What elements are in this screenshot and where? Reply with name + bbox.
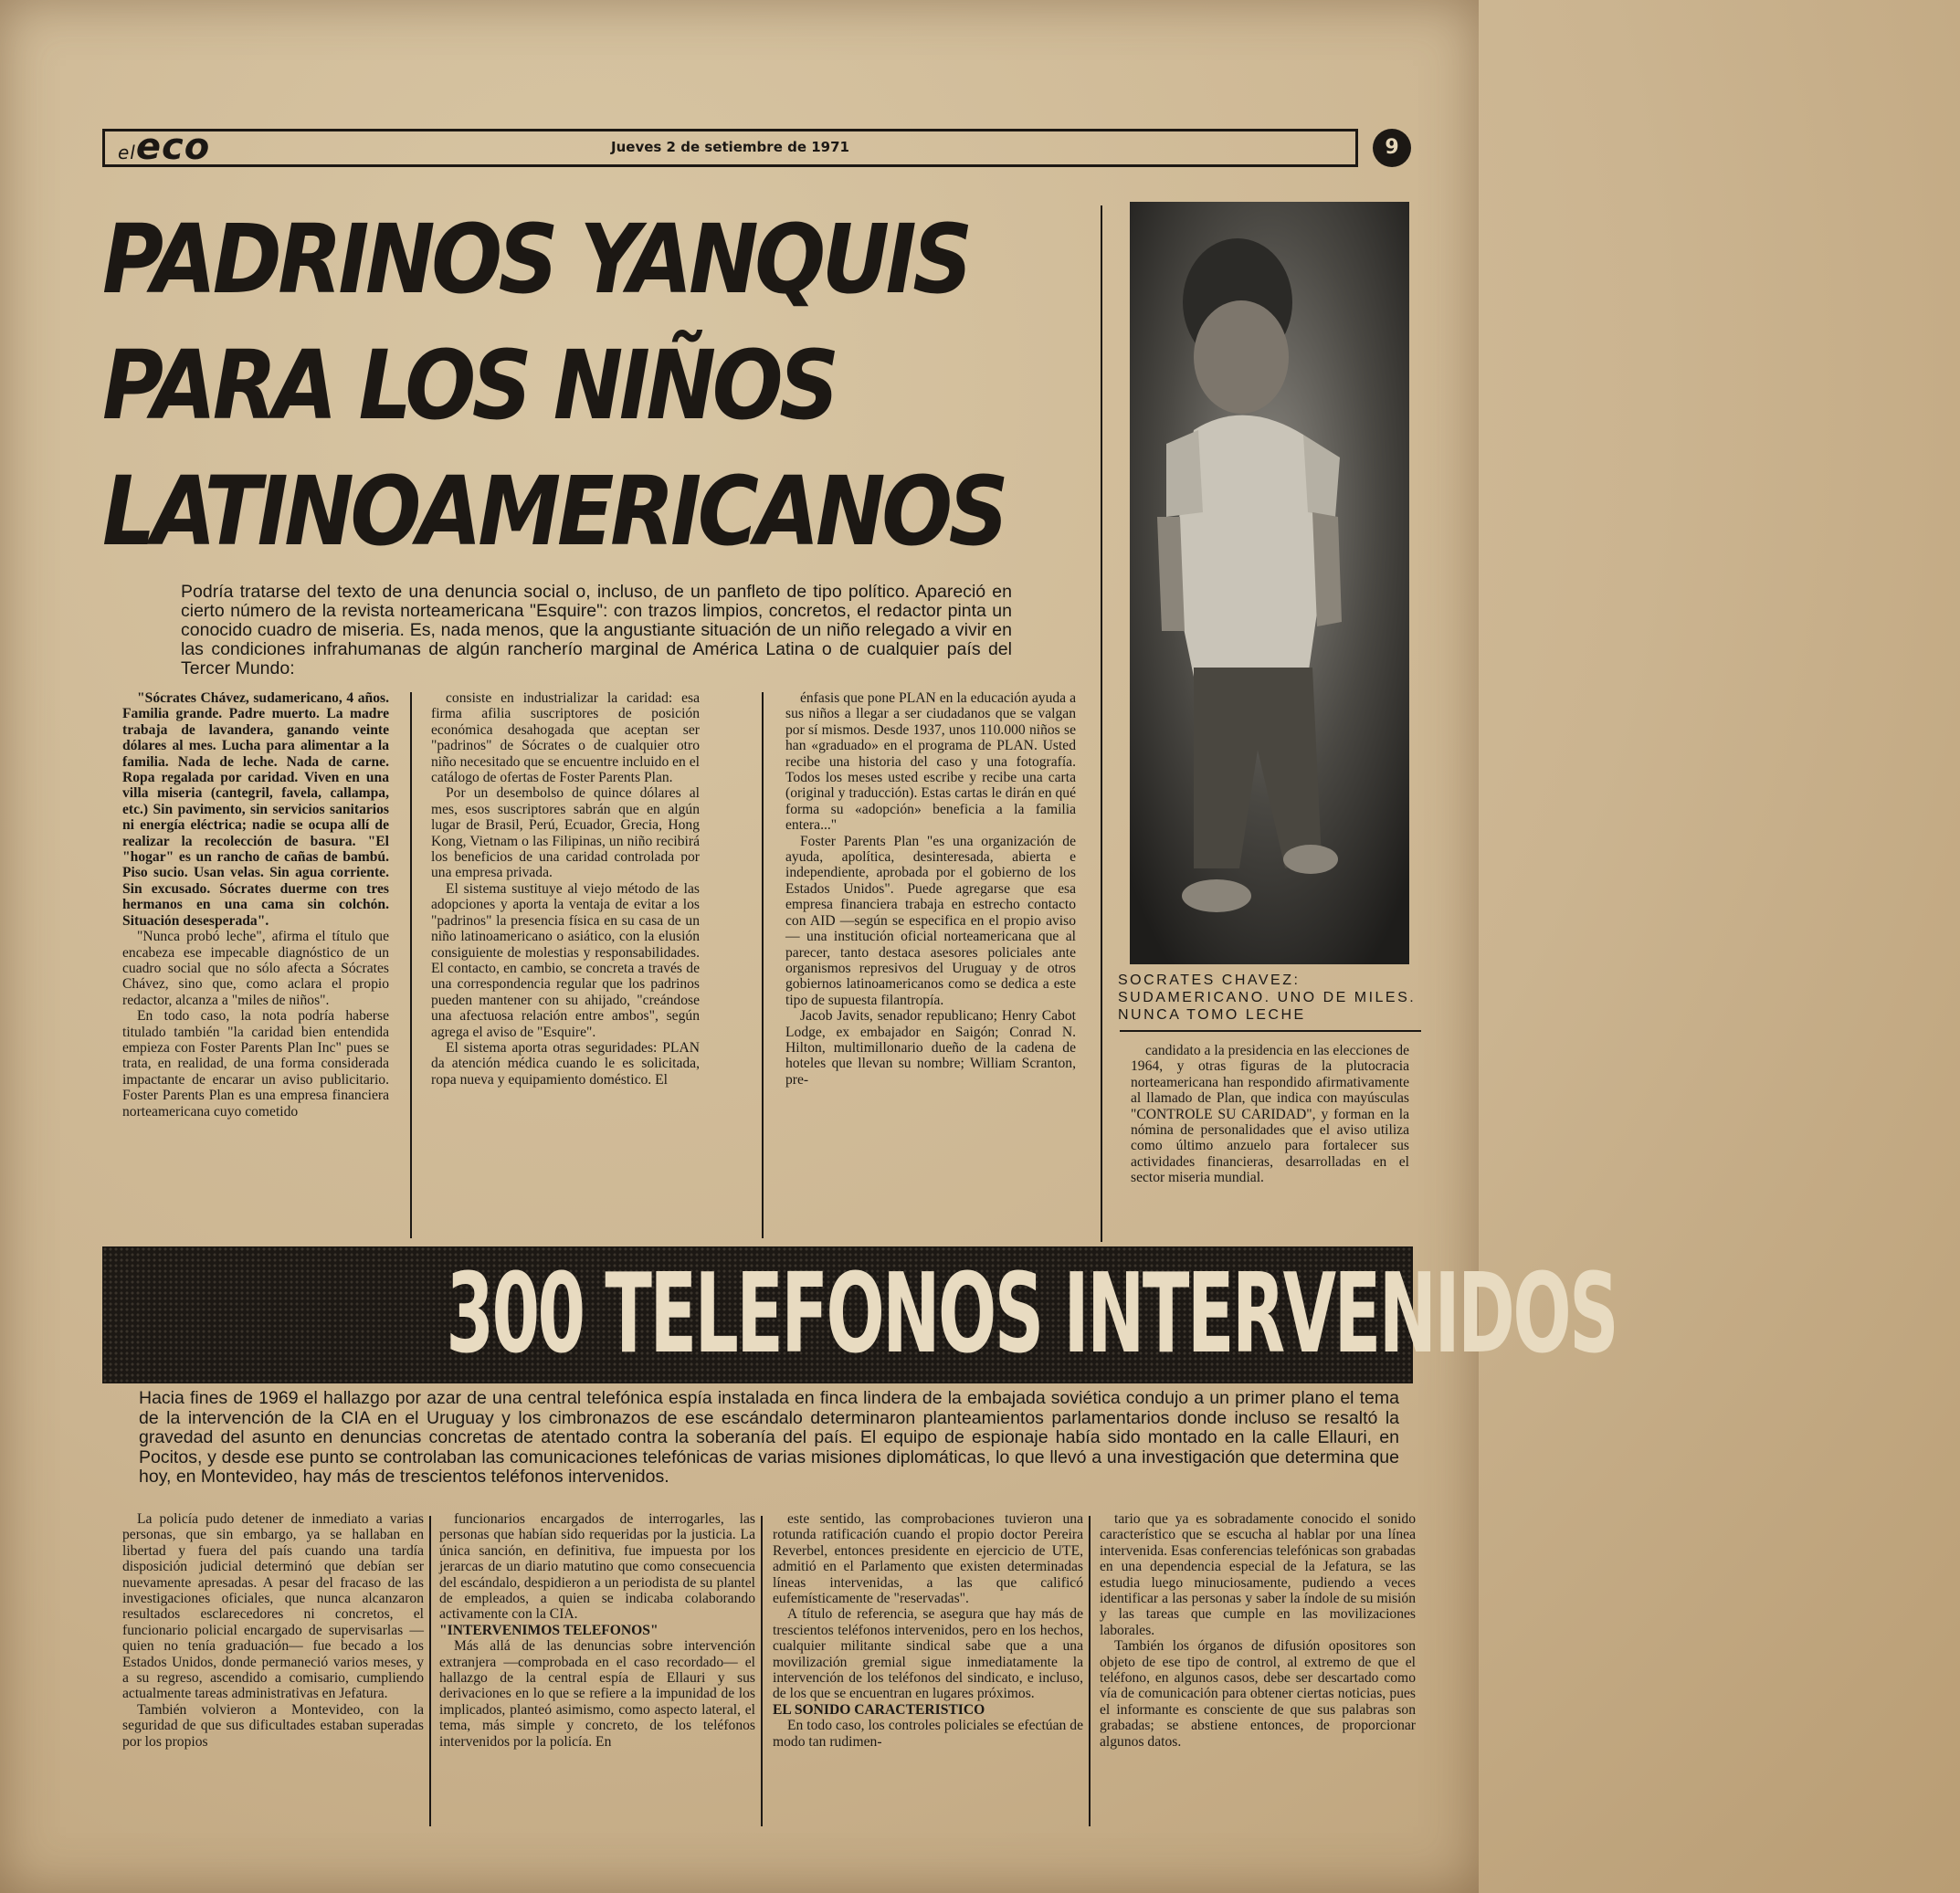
paragraph: En todo caso, los controles policiales se efectúan de modo tan rudimen- xyxy=(773,1718,1083,1750)
article2-column-2 xyxy=(439,1511,755,1750)
dateline: Jueves 2 de setiembre de 1971 xyxy=(611,139,849,155)
article1-column-2 xyxy=(431,690,700,1088)
paragraph: En todo caso, la nota podría haberse titulado también "la caridad bien entendida empieza con Foster Parents Plan Inc" pues se trata, en realidad, de una forma considerada impactante de encarar un aviso publicitario. Foster Parents Plan es una empresa financiera norteamericana cuyo cometido xyxy=(122,1008,389,1120)
paragraph: También volvieron a Montevideo, con la seguridad de que sus dificultades estaban superadas por los propios xyxy=(122,1701,424,1750)
paragraph: consiste en industrializar la caridad: esa firma afilia suscriptores de posición económica desahogada que aceptan ser "padrinos" de Sócrates o de cualquier otro niño necesitado que se encuentre incluido en el catálogo de ofertas de Foster Parents Plan. xyxy=(431,690,701,786)
column-rule xyxy=(429,1516,431,1826)
column-rule xyxy=(1089,1516,1091,1826)
article1-column-4 xyxy=(1131,1043,1409,1186)
article2-column-4 xyxy=(1100,1511,1416,1750)
article2-column-1 xyxy=(122,1511,424,1750)
paragraph: énfasis que pone PLAN en la educación ayuda a sus niños a llegar a ser ciudadanos que se valgan por sí mismos. Desde 1937, unos 110.000 niños se han «graduado» en el programa de PLAN. Usted recibe una historia del caso y una fotografía. Todos los meses usted escribe y recibe una carta (original y traducción). Estas cartas le dirán en qué forma su «adopción» beneficia a la familia entera..." xyxy=(785,690,1076,834)
paragraph: funcionarios encargados de interrogarles, las personas que habían sido requeridas por la justicia. La única sanción, en definitiva, fue impuesta por los jerarcas de un diario matutino que como consecuencia del escándalo, despidieron a un periodista de su plantel de empleados, a quien se indicaba colaborando activamente con la CIA. xyxy=(439,1511,755,1623)
paragraph: El sistema aporta otras seguridades: PLAN da atención médica cuando le es solicitada, ropa nueva y equipamiento doméstico. El xyxy=(431,1039,700,1088)
headline-line: PARA LOS NIÑOS xyxy=(102,330,836,441)
subheading: "INTERVENIMOS TELEFONOS" xyxy=(439,1622,659,1638)
paragraph: A título de referencia, se asegura que hay más de trescientos teléfonos intervenidos, pero en los hechos, cualquier militante sindical sabe que a una movilización gremial sigue inmediatamente la intervención de los teléfonos del sindicato, e incluso, de los que se encuentran en lugares próximos. xyxy=(773,1606,1083,1702)
column-rule xyxy=(410,692,412,1238)
paragraph: Más allá de las denuncias sobre intervención extranjera —comprobada en el caso recordado— el hallazgo de la central espía de Ellauri y sus derivaciones en lo que se refiere a la impunidad de los implicados, planteó asimismo, como aspecto lateral, el tema, más simple y concreto, de los teléfonos intervenidos por la policía. En xyxy=(439,1638,755,1750)
column-rule xyxy=(762,692,764,1238)
column-rule xyxy=(1101,205,1102,1242)
photo-caption: SOCRATES CHAVEZ: SUDAMERICANO. UNO DE MILES. NUNCA TOMO LECHE xyxy=(1118,973,1417,1023)
article1-lead: Podría tratarse del texto de una denuncia social o, incluso, de un panfleto de tipo político. Apareció en cierto número de la revista norteamericana "Esquire": con trazos limpios, concretos, el redactor pinta un conocido cuadro de miseria. Es, nada menos, que la angustiante situación de un niño relegado a vivir en las condiciones infrahumanas de algún rancherío marginal de América Latina o de cualquier país del Tercer Mundo: xyxy=(181,582,1012,678)
article2-lead: Hacia fines de 1969 el hallazgo por azar de una central telefónica espía instalada en finca lindera de la embajada soviética condujo a un primer plano el tema de la intervención de la CIA en el Uruguay y los cimbronazos de ese escándalo determinaron planteamientos parlamentarios donde incluso se resaltó la gravedad del asunto en denuncias concretas de atentado contra la soberanía del país. El equipo de espionaje había sido montado en la calle Ellauri, en Pocitos, y desde ese punto se controlaban las comunicaciones telefónicas de varias misiones diplomáticas, lo que llevó a una investigación que determina que hoy, en Montevideo, hay más de trescientos teléfonos intervenidos. xyxy=(139,1388,1399,1487)
article1-column-1 xyxy=(122,690,389,1120)
paragraph: El sistema sustituye al viejo método de las adopciones y aporta la ventaja de evitar a los "padrinos" la presencia física en su casa de un niño latinoamericano o asiático, con la elusión consiguiente de molestias y responsabilidades. El contacto, en cambio, se concreta a través de una correspondencia regular que los padrinos pueden mantener con su ahijado, "creándose una afectuosa relación entre ambos", según agrega el aviso de "Esquire". xyxy=(431,880,700,1040)
paragraph: Jacob Javits, senador republicano; Henry Cabot Lodge, ex embajador en Saigón; Conrad N. Hilton, multimillonario dueño de la cadena de hoteles que llevan su nombre; William Scranton, pre- xyxy=(785,1008,1076,1088)
headline-line: LATINOAMERICANOS xyxy=(102,456,1006,567)
article1-column-3 xyxy=(785,690,1076,1088)
masthead xyxy=(102,126,1358,168)
article1-headline xyxy=(102,196,1006,574)
paragraph: La policía pudo detener de inmediato a varias personas, que sin embargo, ya se hallaban en libertad y fuera del país cuando una tardía disposición judicial determinó que debían ser nuevamente apresadas. A pesar del fracaso de las investigaciones oficiales, que nunca alcanzaron resultados esclarecedores ni concretos, el funcionario policial encargado de supervisarlas —quien no tenía graduación— fue becado a los Estados Unidos, donde permaneció varios meses, y a su regreso, ascendido a comisario, cumpliendo actualmente tareas administrativas en Jefatura. xyxy=(122,1511,424,1702)
paragraph: este sentido, las comprobaciones tuvieron una rotunda ratificación cuando el propio doctor Pereira Reverbel, entonces presidente en ejercicio de UTE, admitió en el Parlamento que existen determinadas líneas intervenidas, a las que calificó eufemísticamente de "reservadas". xyxy=(773,1511,1083,1607)
page-number: 9 xyxy=(1373,129,1411,167)
paragraph: tario que ya es sobradamente conocido el sonido característico que se escucha al hablar por una línea intervenida. Esas conferencias telefónicas son grabadas en una dependencia especial de la Jefatura, se las estudia luego minuciosamente, pudiendo a veces identificar a las personas y saber la índole de su misión y las tareas que cumple en las movilizaciones laborales. xyxy=(1100,1511,1416,1638)
headline-line: PADRINOS YANQUIS xyxy=(102,204,969,315)
article2-headline-banner xyxy=(102,1246,1618,1383)
paragraph: Por un desembolso de quince dólares al mes, esos suscriptores sabrán que en algún lugar de Brasil, Perú, Ecuador, Grecia, Hong Kong, Vietnam o las Filipinas, un niño recibirá los beneficios de una caridad controlada por una empresa privada. xyxy=(431,785,700,881)
newspaper-logo: eleco xyxy=(118,126,211,168)
paragraph: "Sócrates Chávez, sudamericano, 4 años. Familia grande. Padre muerto. La madre trabaja de lavandera, ganando veinte dólares al mes. Lucha para alimentar a la familia. Nada de leche. Nada de carne. Ropa regalada por caridad. Viven en una villa miseria (cantegril, favela, callampa, etc.) Sin pavimento, sin servicios sanitarios ni energía eléctrica; nadie se ocupa allí de realizar la recolección de basura. "El "hogar" es un rancho de cañas de bambú. Piso sucio. Usan velas. Sin agua corriente. Sin excusado. Sócrates duerme con tres hermanos en una cama sin colchón. Situación desesperada". xyxy=(122,690,389,929)
paragraph: "Nunca probó leche", afirma el título que encabeza ese impecable diagnóstico de un cuadro social que no sólo afecta a Sócrates Chávez, sino que, como aclara el propio redactor, alcanza a "miles de niños". xyxy=(122,929,389,1008)
paragraph: También los órganos de difusión opositores son objeto de ese tipo de control, al extremo de que el teléfono, en algunos casos, debe ser descartado como vía de comunicación para obtener ciertas noticias, pues el informante es consciente de que sus palabras son grabadas; se abstiene entonces, de proporcionar algunos datos. xyxy=(1100,1638,1416,1750)
child-photo xyxy=(1130,202,1409,964)
paragraph: candidato a la presidencia en las elecciones de 1964, y otras figuras de la plutocracia norteamericana han respondido afirmativamente al llamado de Plan, que indica con mayúsculas "CONTROLE SU CARIDAD", y forman en la nómina de personalidades que el aviso utiliza como último anzuelo para fortalecer sus actividades financieras, desarrolladas en el sector miseria mundial. xyxy=(1131,1043,1409,1186)
child-figure-image xyxy=(1130,202,1409,964)
caption-rule xyxy=(1120,1030,1421,1032)
subheading: EL SONIDO CARACTERISTICO xyxy=(773,1701,985,1718)
article2-column-3 xyxy=(773,1511,1083,1750)
column-rule xyxy=(761,1516,763,1826)
paragraph: Foster Parents Plan "es una organización de ayuda, apolítica, desinteresada, abierta e independiente, aprobada por el gobierno de los Estados Unidos". Puede agregarse que esa empresa financiera trabaja en estrecho contacto con AID —según se especifica en el propio aviso— una institución oficial norteamericana que al parecer, tanto destaca asesores policiales ante organismos represivos del Uruguay y de otros gobiernos latinoamericanos como se dedica a este tipo de supuesta filantropía. xyxy=(785,833,1076,1008)
article2-headline: 300 TELEFONOS INTERVENIDOS xyxy=(446,1251,1618,1378)
